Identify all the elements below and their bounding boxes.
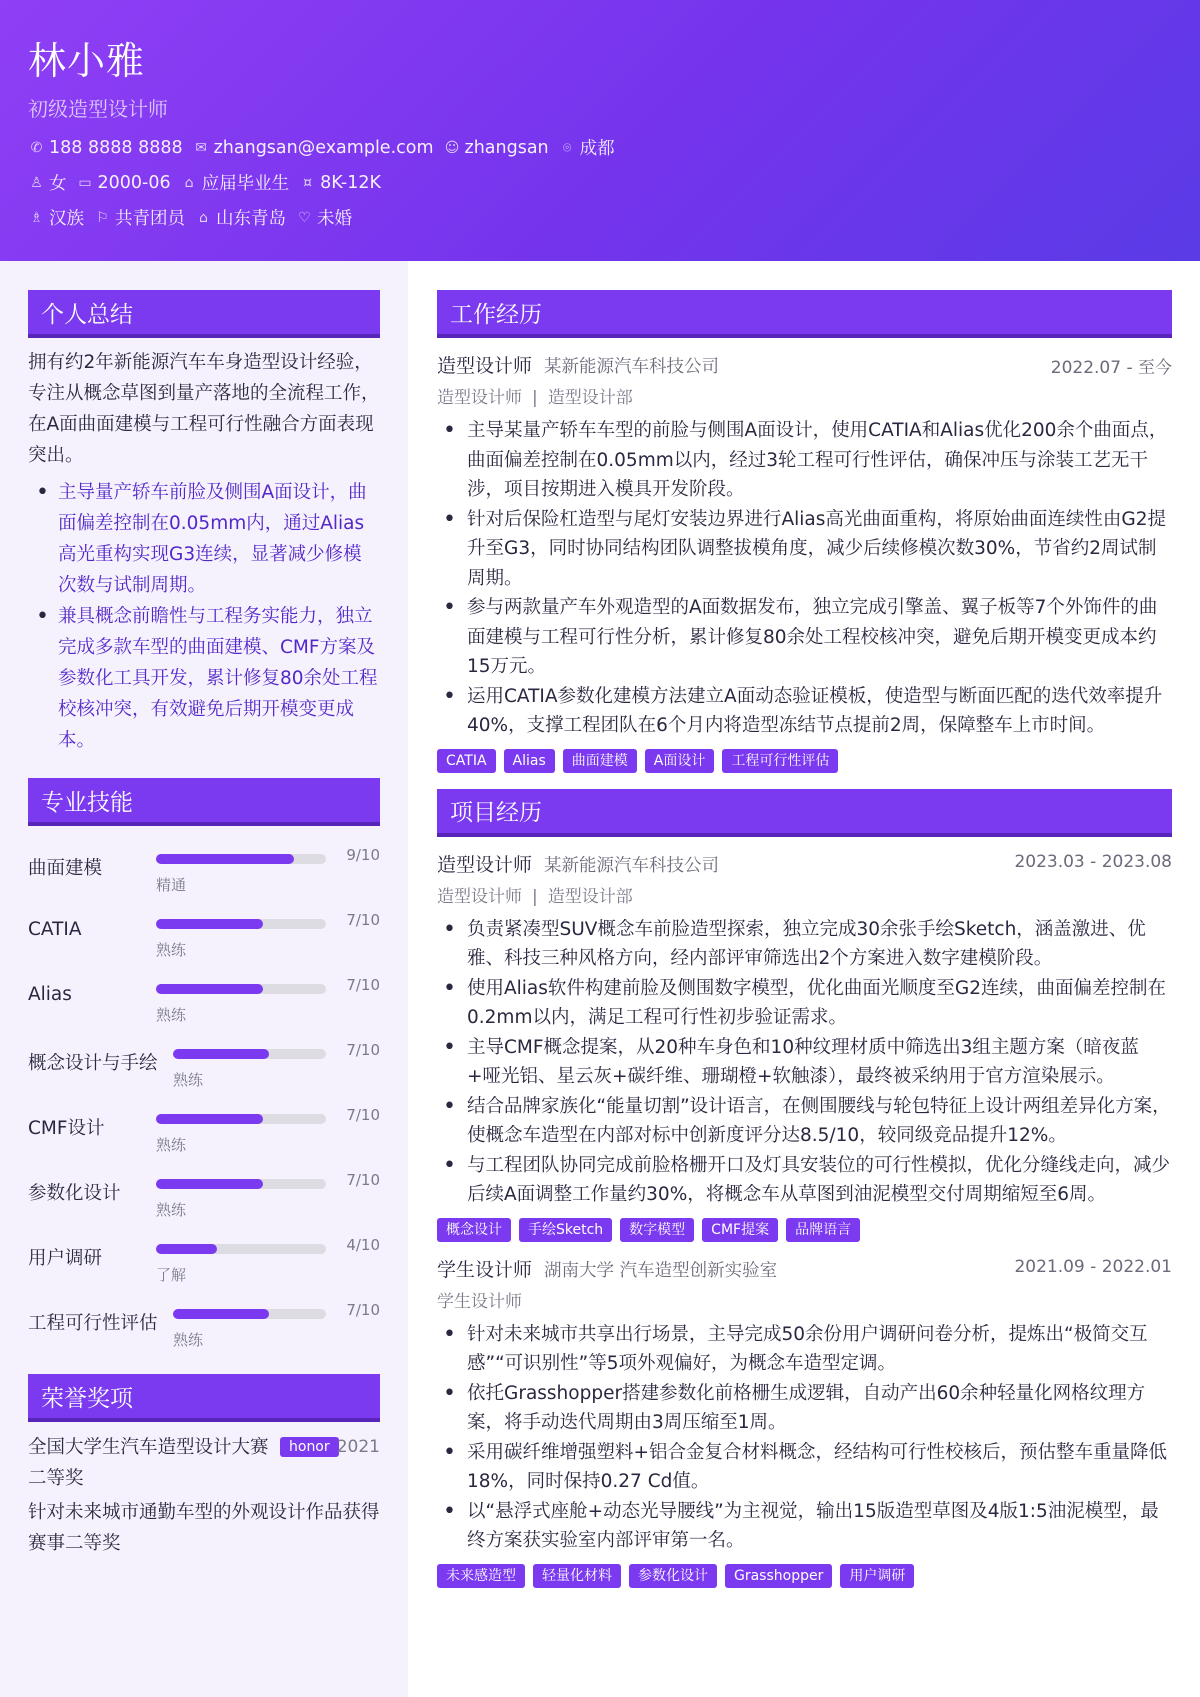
skill-bar-track — [156, 1114, 326, 1124]
background-info-row — [28, 205, 362, 230]
honor-text: 针对未来城市通勤车型的外观设计作品获得赛事二等奖 — [28, 1502, 380, 1554]
skill-tag: CATIA — [437, 749, 496, 773]
info-item — [94, 205, 185, 230]
personal-info-row — [28, 170, 391, 195]
skill-tag: 曲面建模 — [563, 749, 637, 773]
entry-tags — [437, 1564, 1172, 1588]
entry-bullet: • 针对后保险杠造型与尾灯安装边界进行Alias高光曲面重构，将原始曲面连续性由G2提升至G3，同时协同结构团队调整拔模角度，减少后续修模次数30%，节省约2周试制周期。 — [437, 505, 1172, 594]
section-header-honors: 荣誉奖项 — [28, 1374, 380, 1422]
candidate-title: 初级造型设计师 — [28, 97, 168, 121]
skill-item — [28, 1226, 380, 1291]
left-column — [28, 290, 380, 1559]
skill-level: 熟练 — [173, 1071, 204, 1089]
resume-header — [0, 0, 1200, 261]
skill-level: 了解 — [156, 1266, 187, 1284]
skill-name: 曲面建模 — [28, 858, 103, 879]
experience-entry — [437, 1255, 1172, 1588]
skill-tag: A面设计 — [645, 749, 715, 773]
summary-block — [28, 347, 380, 756]
entry-bullet: • 以“悬浮式座舱+动态光导腰线”为主视觉，输出15版造型草图及4版1:5油泥模型，最终方案获实验室内部评审第一名。 — [437, 1497, 1172, 1556]
summary-bullets — [28, 477, 380, 756]
entry-date: 2021.09 - 2022.01 — [1014, 1256, 1172, 1277]
skill-level: 熟练 — [156, 1201, 187, 1219]
skill-tag: Grasshopper — [725, 1564, 832, 1588]
info-item — [195, 205, 286, 230]
info-text: 188 8888 8888 — [49, 137, 183, 158]
entry-tags — [437, 749, 1172, 773]
honor-text: 全国大学生汽车造型设计大赛二等奖 — [28, 1437, 269, 1489]
skill-tag: 未来感造型 — [437, 1564, 525, 1588]
info-item — [181, 170, 290, 195]
info-item — [444, 138, 549, 158]
skill-tag: 数字模型 — [620, 1218, 694, 1242]
skill-bar-track — [156, 1179, 326, 1189]
entry-tags — [437, 1218, 1172, 1242]
skill-tag: 手绘Sketch — [519, 1218, 612, 1242]
experience-entry — [437, 850, 1172, 1242]
heart-icon: ♡ — [298, 209, 311, 226]
info-text: zhangsan — [464, 137, 549, 158]
info-item — [28, 170, 67, 195]
skill-bar-fill — [173, 1309, 269, 1319]
summary-bullet: • 兼具概念前瞻性与工程务实能力，独立完成多款车型的曲面建模、CMF方案及参数化工具开发，累计修复80余处工程校核冲突，有效避免后期开模变更成本。 — [28, 601, 380, 756]
skill-level: 熟练 — [156, 1136, 187, 1154]
skill-tag: CMF提案 — [702, 1218, 778, 1242]
honor-year: 2021 — [336, 1437, 380, 1457]
skill-tag: 工程可行性评估 — [722, 749, 838, 773]
entry-bullet: • 运用CATIA参数化建模方法建立A面动态验证模板，使造型与断面匹配的迭代效率提升40%，支撑工程团队在6个月内将造型冻结节点提前2周，保障整车上市时间。 — [437, 682, 1172, 741]
skill-score: 4/10 — [346, 1236, 380, 1254]
entry-bullets — [437, 1320, 1172, 1556]
info-text: zhangsan@example.com — [213, 137, 434, 158]
phone-icon: ✆ — [30, 139, 43, 156]
entry-bullet: • 依托Grasshopper搭建参数化前格栅生成逻辑，自动产出60余种轻量化网格纹理方案，将手动迭代周期由3周压缩至1周。 — [437, 1379, 1172, 1438]
subtitle-separator: | — [532, 388, 538, 408]
skill-tag: 参数化设计 — [629, 1564, 717, 1588]
entry-role: 造型设计师 — [437, 355, 533, 377]
skill-bar-fill — [173, 1049, 269, 1059]
entry-bullet: • 采用碳纤维增强塑料+铝合金复合材料概念，经结构可行性校核后，预估整车重量降低18%，同时保持0.27 Cd值。 — [437, 1438, 1172, 1497]
skill-name: Alias — [28, 984, 72, 1005]
entry-bullet: • 针对未来城市共享出行场景，主导完成50余份用户调研问卷分析，提炼出“极简交互感”“可识别性”等5项外观偏好，为概念车造型定调。 — [437, 1320, 1172, 1379]
entry-subtitle — [437, 882, 1172, 907]
skill-level: 熟练 — [156, 1006, 187, 1024]
person-icon: ♙ — [30, 174, 43, 191]
skill-bar-fill — [156, 1179, 263, 1189]
entry-position: 造型设计师 — [437, 388, 522, 408]
subtitle-separator: | — [532, 886, 538, 907]
honor-item — [28, 1432, 380, 1494]
skill-tag: 概念设计 — [437, 1218, 511, 1242]
entry-bullet: • 参与两款量产车外观造型的A面数据发布，独立完成引擎盖、翼子板等7个外饰件的曲面建模与工程可行性分析，累计修复80余处工程校核冲突，避免后期开模变更成本约15万元。 — [437, 593, 1172, 682]
work-experience-list — [437, 351, 1172, 773]
skill-name: 工程可行性评估 — [28, 1313, 158, 1334]
section-header-skills: 专业技能 — [28, 778, 380, 826]
skill-score: 7/10 — [346, 1041, 380, 1059]
candidate-name: 林小雅 — [28, 39, 146, 83]
entry-role: 造型设计师 — [437, 853, 533, 876]
entry-bullets — [437, 915, 1172, 1210]
entry-header — [437, 850, 1172, 878]
home-icon: ⌂ — [199, 209, 208, 226]
info-item — [193, 138, 434, 158]
section-header-summary: 个人总结 — [28, 290, 380, 338]
skill-score: 7/10 — [346, 976, 380, 994]
skill-score: 7/10 — [346, 1106, 380, 1124]
project-experience-list — [437, 850, 1172, 1588]
info-text: 汉族 — [49, 209, 84, 229]
entry-bullet: • 主导某量产轿车车型的前脸与侧围A面设计，使用CATIA和Alias优化200余个曲面点，曲面偏差控制在0.05mm以内，经过3轮工程可行性评估，确保冲压与涂装工艺无干涉，项目按期进入模具开发阶段。 — [437, 416, 1172, 505]
skill-item — [28, 901, 380, 966]
info-item — [296, 205, 352, 230]
skill-bar-track — [156, 854, 326, 864]
location-icon: ⌾ — [562, 139, 572, 156]
skill-level: 熟练 — [156, 941, 187, 959]
section-header-work: 工作经历 — [437, 290, 1172, 338]
skill-bar-track — [156, 1244, 326, 1254]
skill-name: CMF设计 — [28, 1118, 105, 1139]
skill-bar-track — [173, 1309, 326, 1319]
skill-item — [28, 1291, 380, 1356]
skill-name: 概念设计与手绘 — [28, 1053, 158, 1074]
skill-bar-fill — [156, 1114, 263, 1124]
entry-company: 某新能源汽车科技公司 — [544, 855, 720, 876]
skill-bar-track — [173, 1049, 326, 1059]
entry-bullet: • 使用Alias软件构建前脸及侧围数字模型，优化曲面光顺度至G2连续，曲面偏差控制在0.2mm以内，满足工程可行性初步验证需求。 — [437, 974, 1172, 1033]
entry-date: 2023.03 - 2023.08 — [1014, 851, 1172, 872]
experience-entry — [437, 351, 1172, 773]
briefcase-icon: ⌂ — [184, 174, 194, 191]
skill-score: 7/10 — [346, 1171, 380, 1189]
skill-bar-fill — [156, 984, 263, 994]
skill-tag: 用户调研 — [840, 1564, 914, 1588]
summary-paragraph: 拥有约2年新能源汽车车身造型设计经验，专注从概念草图到量产落地的全流程工作，在A面曲面建模与工程可行性融合方面表现突出。 — [28, 352, 380, 466]
honor-item — [28, 1497, 380, 1559]
skill-item — [28, 966, 380, 1031]
section-header-projects: 项目经历 — [437, 789, 1172, 837]
entry-bullet: • 主导CMF概念提案，从20种车身色和10种纹理材质中筛选出3组主题方案（暗夜蓝+哑光铝、星云灰+碳纤维、珊瑚橙+软触漆），最终被采纳用于官方渲染展示。 — [437, 1033, 1172, 1092]
entry-company: 湖南大学 汽车造型创新实验室 — [544, 1260, 778, 1281]
info-text: 共青团员 — [115, 209, 185, 229]
entry-position: 造型设计师 — [437, 886, 522, 907]
right-column — [437, 290, 1172, 1588]
skill-name: 用户调研 — [28, 1248, 103, 1269]
skill-tag: Alias — [504, 749, 555, 773]
contact-row — [28, 135, 625, 160]
entry-role: 学生设计师 — [437, 1258, 533, 1281]
info-item — [559, 135, 615, 160]
honor-badge: honor — [280, 1437, 339, 1457]
skill-item — [28, 836, 380, 901]
entry-bullet: • 与工程团队协同完成前脸格栅开口及灯具安装位的可行性模拟，优化分缝线走向，减少后续A面调整工作量约30%，将概念车从草图到油泥模型交付周期缩短至6周。 — [437, 1151, 1172, 1210]
info-item — [28, 205, 84, 230]
entry-position: 学生设计师 — [437, 1291, 522, 1312]
skills-list — [28, 836, 380, 1356]
skill-bar-fill — [156, 1244, 217, 1254]
skill-tag: 轻量化材料 — [533, 1564, 621, 1588]
info-text: 山东青岛 — [216, 209, 286, 229]
skill-tag: 品牌语言 — [786, 1218, 860, 1242]
info-item — [299, 173, 381, 193]
info-item — [28, 138, 183, 158]
skill-name: 参数化设计 — [28, 1183, 121, 1204]
skill-level: 精通 — [156, 876, 187, 894]
info-text: 应届毕业生 — [201, 174, 290, 194]
info-item — [77, 173, 171, 193]
entry-bullet: • 结合品牌家族化“能量切割”设计语言，在侧围腰线与轮包特征上设计两组差异化方案，使概念车造型在内部对标中创新度评分达8.5/10，较同级竞品提升12%。 — [437, 1092, 1172, 1151]
entry-department: 造型设计部 — [547, 886, 633, 907]
entry-bullet: • 负责紧凑型SUV概念车前脸造型探索，独立完成30余张手绘Sketch，涵盖激进、优雅、科技三种风格方向，经内部评审筛选出2个方案进入数字建模阶段。 — [437, 915, 1172, 974]
info-text: 女 — [49, 174, 67, 194]
entry-bullets — [437, 416, 1172, 741]
wechat-icon: ☺ — [444, 139, 460, 156]
skill-bar-track — [156, 984, 326, 994]
entry-department: 造型设计部 — [547, 388, 633, 408]
entry-header — [437, 351, 1172, 379]
entry-subtitle — [437, 383, 1172, 408]
skill-level: 熟练 — [173, 1331, 204, 1349]
entry-company: 某新能源汽车科技公司 — [544, 357, 720, 377]
skill-bar-track — [156, 919, 326, 929]
flag-icon: ⚐ — [96, 209, 109, 226]
skill-item — [28, 1161, 380, 1226]
entry-header — [437, 1255, 1172, 1283]
honors-list — [28, 1432, 380, 1559]
skill-score: 7/10 — [346, 1301, 380, 1319]
skill-name: CATIA — [28, 919, 82, 940]
info-text: 8K-12K — [320, 172, 381, 193]
entry-date: 2022.07 - 至今 — [1050, 358, 1172, 378]
salary-icon: ¤ — [303, 174, 313, 191]
info-text: 成都 — [579, 139, 615, 159]
info-text: 2000-06 — [97, 172, 171, 193]
info-text: 未婚 — [317, 209, 352, 229]
skill-bar-fill — [156, 854, 294, 864]
calendar-icon: ▭ — [78, 174, 92, 191]
skill-item — [28, 1031, 380, 1096]
skill-score: 9/10 — [346, 846, 380, 864]
summary-bullet: • 主导量产轿车前脸及侧围A面设计，曲面偏差控制在0.05mm内，通过Alias高光重构实现G3连续，显著减少修模次数与试制周期。 — [28, 477, 380, 601]
skill-item — [28, 1096, 380, 1161]
people-icon: ♗ — [30, 209, 43, 226]
entry-subtitle — [437, 1287, 1172, 1312]
skill-score: 7/10 — [346, 911, 380, 929]
mail-icon: ✉ — [195, 139, 207, 156]
skill-bar-fill — [156, 919, 263, 929]
